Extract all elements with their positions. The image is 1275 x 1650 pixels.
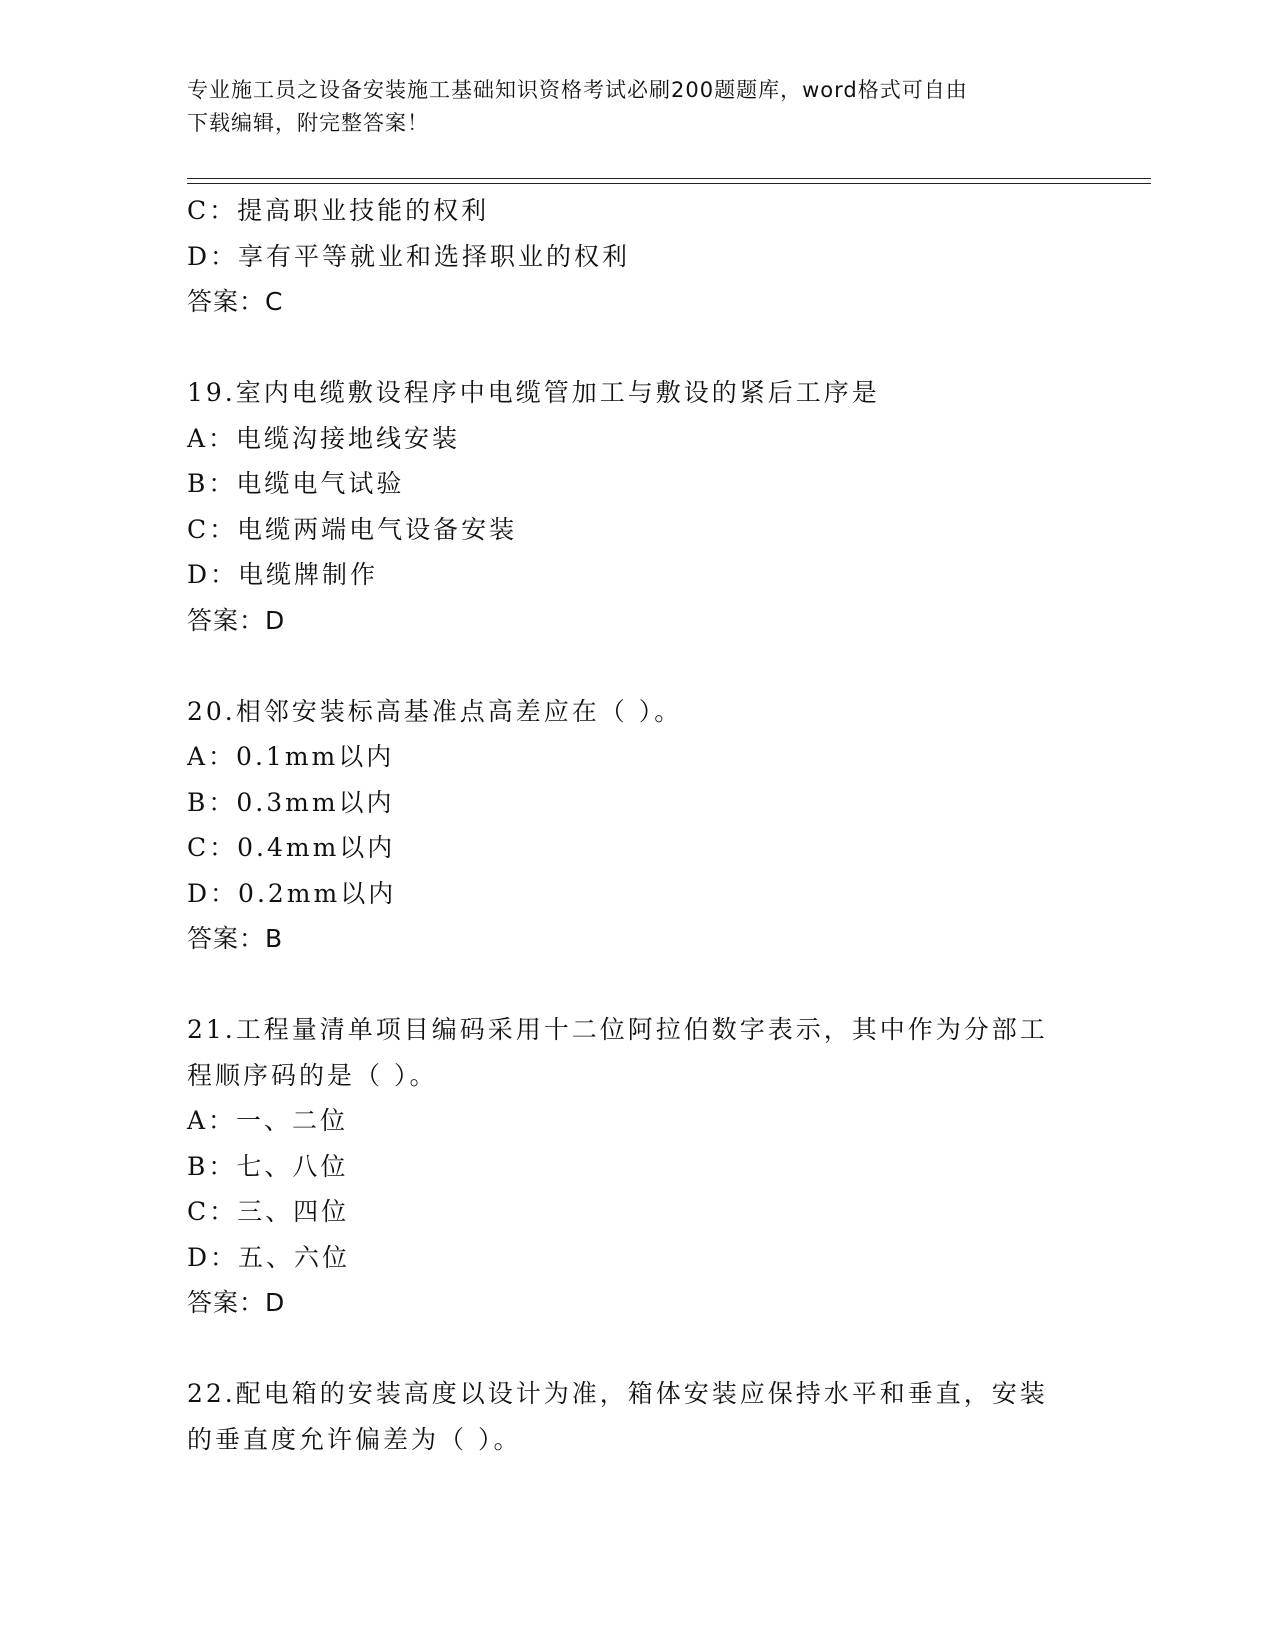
question-21 <box>187 1007 1087 1326</box>
answer-line: 答案：D <box>187 605 286 635</box>
answer-line: 答案：D <box>187 1288 286 1317</box>
spacer <box>187 325 1087 371</box>
question-19 <box>187 370 1087 643</box>
header-line-1: 专业施工员之设备安装施工基础知识资格考试必刷200题题库，word格式可自由 <box>187 78 968 102</box>
question-19-text: 19.室内电缆敷设程序中电缆管加工与敷设的紧后工序是 <box>187 378 880 407</box>
option-c: C：提高职业技能的权利 <box>187 196 490 225</box>
option-a: A：一、二位 <box>187 1106 349 1135</box>
question-22-text-line-2: 的垂直度允许偏差为（ ）。 <box>187 1424 522 1454</box>
option-c: C：电缆两端电气设备安装 <box>187 514 518 544</box>
spacer <box>187 643 1087 689</box>
option-d: D：0.2mm以内 <box>187 878 397 908</box>
question-22-text-line-1: 22.配电箱的安装高度以设计为准，箱体安装应保持水平和垂直，安装 <box>187 1379 1048 1408</box>
option-d: D：五、六位 <box>187 1242 351 1272</box>
option-d: D：享有平等就业和选择职业的权利 <box>187 241 631 271</box>
option-b: B：七、八位 <box>187 1151 349 1181</box>
option-a: A：0.1mm以内 <box>187 742 395 771</box>
prev-question-block <box>187 188 1087 325</box>
option-b: B：电缆电气试验 <box>187 469 405 498</box>
question-21-text-line-2: 程顺序码的是（ ）。 <box>187 1060 438 1090</box>
header-divider-top <box>187 178 1151 179</box>
header-line-2: 下载编辑，附完整答案！ <box>187 111 429 135</box>
option-b: B：0.3mm以内 <box>187 787 395 817</box>
answer-line: 答案：B <box>187 924 284 953</box>
question-20 <box>187 689 1087 962</box>
question-content <box>187 188 1087 1462</box>
option-c: C：0.4mm以内 <box>187 833 396 862</box>
question-22 <box>187 1371 1087 1462</box>
spacer <box>187 962 1087 1008</box>
answer-line: 答案：C <box>187 287 284 316</box>
option-c: C：三、四位 <box>187 1197 350 1226</box>
header-divider-bottom <box>187 183 1151 184</box>
question-20-text: 20.相邻安装标高基准点高差应在（ ）。 <box>187 696 683 726</box>
spacer <box>187 1326 1087 1372</box>
option-a: A：电缆沟接地线安装 <box>187 423 461 453</box>
document-header <box>187 74 1067 140</box>
question-21-text-line-1: 21.工程量清单项目编码采用十二位阿拉伯数字表示，其中作为分部工 <box>187 1015 1048 1044</box>
option-d: D：电缆牌制作 <box>187 560 379 589</box>
